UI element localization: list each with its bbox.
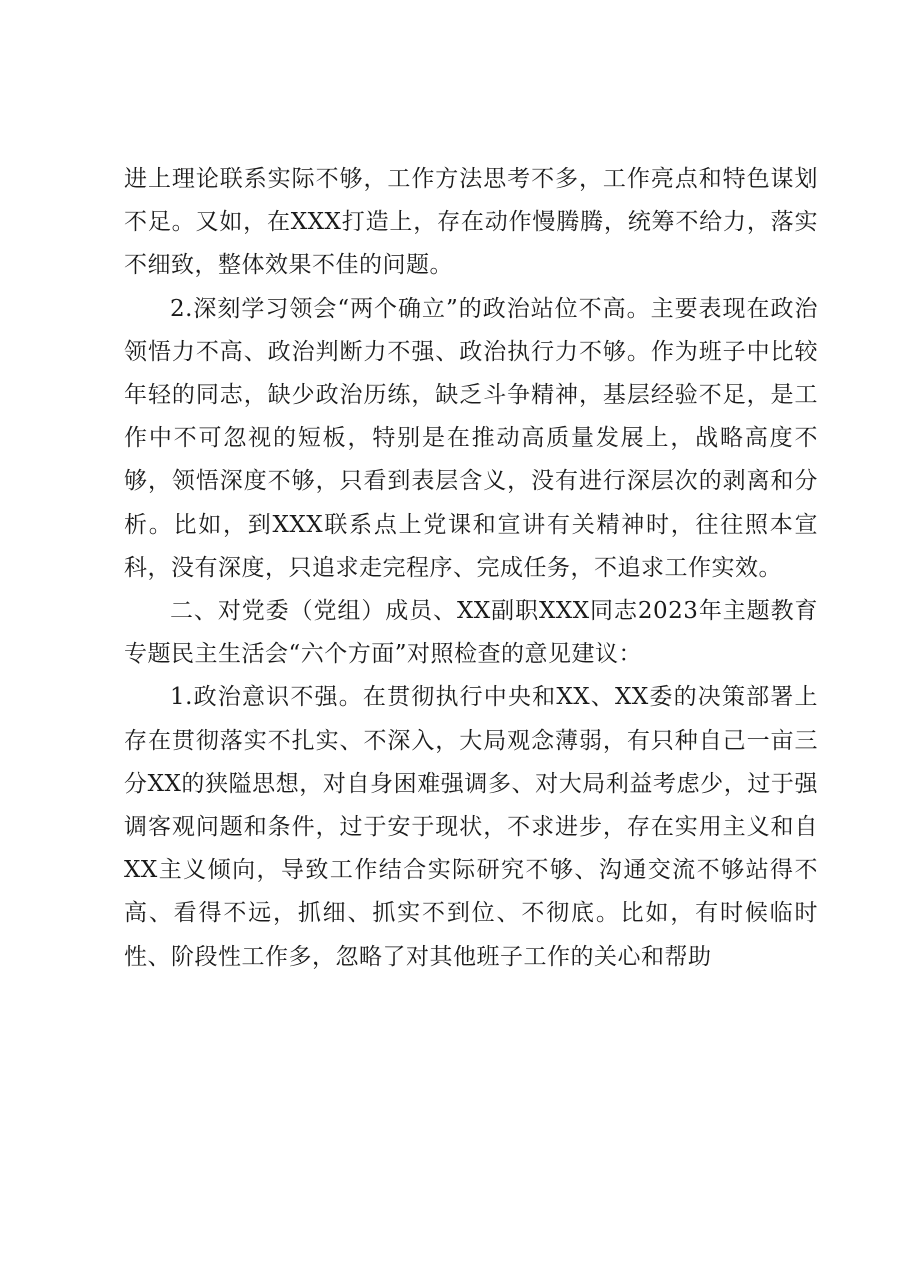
section-heading-two: 二、对党委（党组）成员、XX副职XXX同志2023年主题教育专题民主生活会“六个方面”对照检查的意见建议： — [124, 598, 818, 668]
paragraph-item-1: 1.政治意识不强。在贯彻执行中央和XX、XX委的决策部署上存在贯彻落实不扎实、不深入，大局观念薄弱，有只种自己一亩三分XX的狭隘思想，对自身困难强调多、对大局利益考虑少，过于强调客观问题和条件，过于安于现状，不求进步，存在实用主义和自XX主义倾向，导致工作结合实际研究不够、沟通交流不够站得不高、看得不远，抓细、抓实不到位、不彻底。比如，有时候临时性、阶段性工作多，忽略了对其他班子工作的关心和帮助 — [124, 684, 818, 970]
paragraph-item-2: 2.深刻学习领会“两个确立”的政治站位不高。主要表现在政治领悟力不高、政治判断力不强、政治执行力不够。作为班子中比较年轻的同志，缺少政治历练，缺乏斗争精神，基层经验不足，是工作中不可忽视的短板，特别是在推动高质量发展上，战略高度不够，领悟深度不够，只看到表层含义，没有进行深层次的剥离和分析。比如，到XXX联系点上党课和宣讲有关精神时，往往照本宣科，没有深度，只追求走完程序、完成任务，不追求工作实效。 — [124, 295, 818, 581]
document-body — [124, 158, 818, 979]
paragraph-continued: 进上理论联系实际不够，工作方法思考不多，工作亮点和特色谋划不足。又如，在XXX打造上，存在动作慢腾腾，统筹不给力，落实不细致，整体效果不佳的问题。 — [124, 166, 818, 279]
